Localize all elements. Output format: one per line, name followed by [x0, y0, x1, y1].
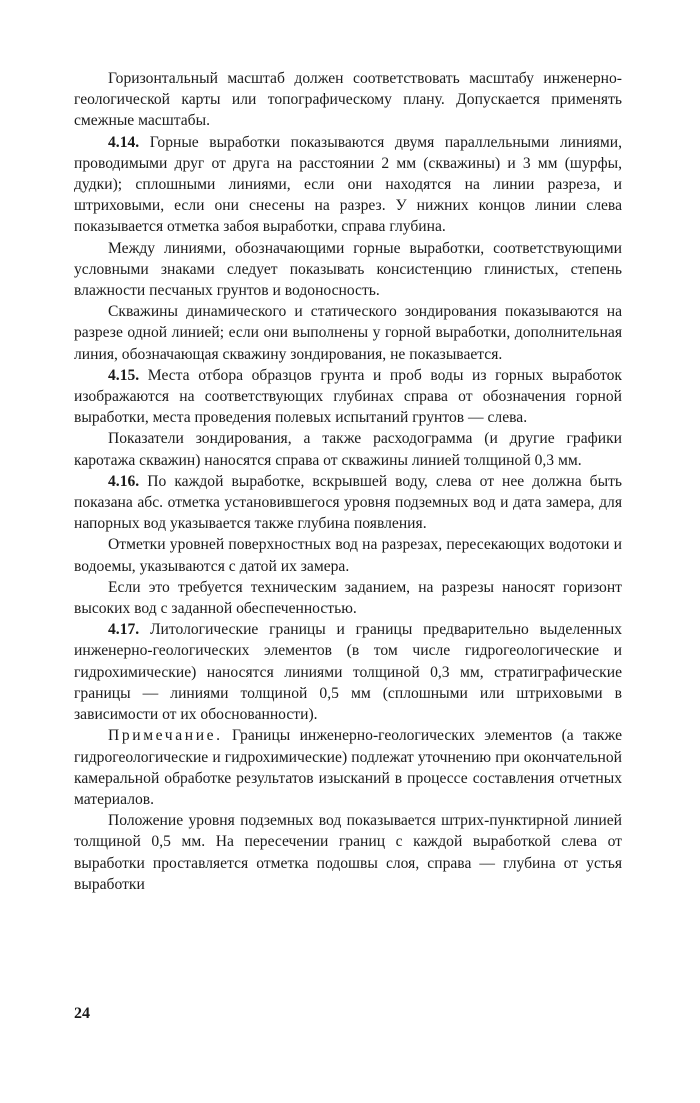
paragraph — [74, 471, 622, 535]
page-number: 24 — [74, 1005, 90, 1022]
paragraph — [74, 428, 622, 470]
paragraph-text: Между линиями, обозначающими горные выработки, соответствующими условными знаками следует показывать консистенцию глинистых, степень влажности песчаных грунтов и водоносность. — [74, 239, 622, 300]
paragraph — [74, 132, 622, 238]
paragraph-text: Отметки уровней поверхностных вод на разрезах, пересекающих водотоки и водоемы, указываются с датой их замера. — [74, 536, 622, 575]
note-paragraph — [74, 725, 622, 810]
paragraph — [74, 238, 622, 302]
paragraph — [74, 365, 622, 429]
paragraph — [74, 810, 622, 895]
section-number: 4.17. — [108, 621, 140, 639]
paragraph — [74, 577, 622, 619]
paragraph — [74, 301, 622, 365]
paragraph-text: Показатели зондирования, а также расходограмма (и другие графики каротажа скважин) наносятся справа от скважины линией толщиной 0,3 мм. — [74, 430, 622, 469]
note-label: Примечание. — [108, 727, 223, 745]
paragraph — [74, 619, 622, 725]
paragraph-text: Скважины динамического и статического зондирования показываются на разрезе одной линией; если они выполнены у горной выработки, дополнительная линия, обозначающая скважину зондирования, не показывается. — [74, 303, 622, 363]
paragraph-text: Если это требуется техническим заданием, на разрезы наносят горизонт высоких вод с заданной обеспеченностью. — [74, 578, 622, 618]
paragraph-text: Положение уровня подземных вод показывается штрих-пунктирной линией толщиной 0,5 мм. На пересечении границ с каждой выработкой слева от выработки проставляется отметка подошвы слоя, справа — глубина от устья выработки — [74, 812, 622, 893]
paragraph-text: Горизонтальный масштаб должен соответствовать масштабу инженерно-геологической карты или топографическому плану. Допускается применять смежные масштабы. — [74, 70, 622, 130]
section-number: 4.16. — [108, 472, 140, 490]
paragraph — [74, 534, 622, 576]
paragraph-text: Литологические границы и границы предварительно выделенных инженерно-геологических элементов (в том числе гидрогеологические и гидрохимические) наносятся линиями толщиной 0,3 мм, стратиграфические границы — линиями толщиной 0,5 мм (сплошными или штриховыми в зависимости от их обоснованности). — [74, 621, 623, 724]
paragraph-text: Границы инженерно-геологических элементов (а также гидрогеологические и гидрохимические) подлежат уточнению при окончательной камеральной обработке результатов изысканий в процессе составления отчетных материалов. — [74, 727, 622, 808]
paragraph-text: По каждой выработке, вскрывшей воду, слева от нее должна быть показана абс. отметка установившегося уровня подземных вод и дата замера, для напорных вод указывается также глубина появления. — [74, 472, 622, 533]
paragraph-text: Горные выработки показываются двумя параллельными линиями, проводимыми друг от друга на расстоянии 2 мм (скважины) и 3 мм (шурфы, дудки); сплошными линиями, если они находятся на линии разреза, и штриховыми, если они снесены на разрез. У нижних концов линии слева показывается отметка забоя выработки, справа глубина. — [74, 133, 623, 236]
paragraph-text: Места отбора образцов грунта и проб воды из горных выработок изображаются на соответствующих глубинах справа от обозначения горной выработки, места проведения полевых испытаний грунтов — слева. — [74, 366, 622, 427]
paragraph — [74, 68, 622, 132]
section-number: 4.14. — [108, 133, 140, 151]
page-body — [74, 68, 622, 895]
section-number: 4.15. — [108, 366, 140, 384]
